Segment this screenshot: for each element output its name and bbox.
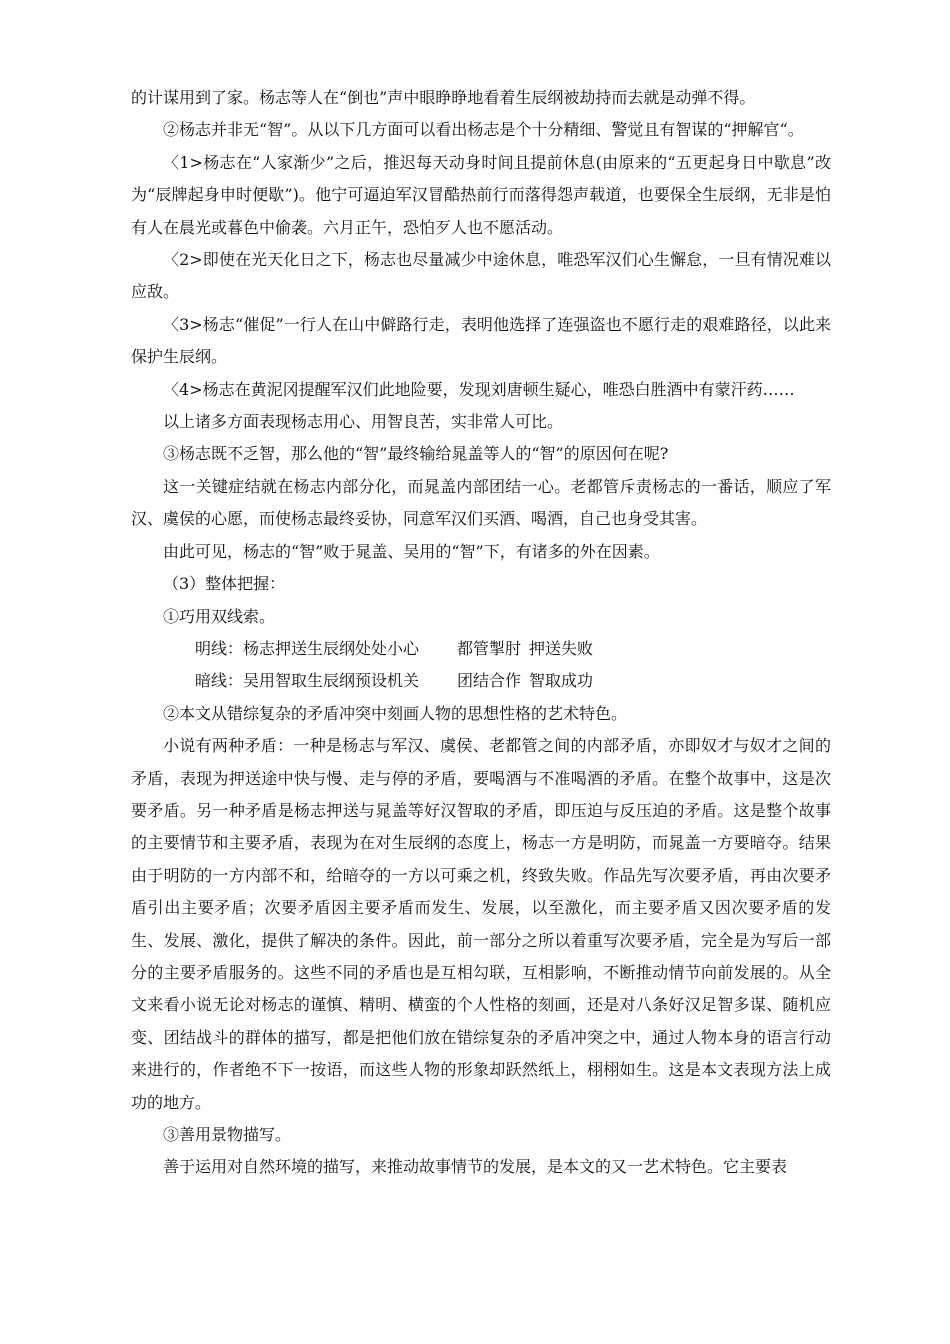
paragraph: ②杨志并非无“智”。从以下几方面可以看出杨志是个十分精细、警觉且有智谋的“押解官“。 (163, 120, 804, 140)
paragraph: ③杨志既不乏智，那么他的“智”最终输给晁盖等人的“智”的原因何在呢? (163, 444, 669, 464)
document-body (131, 82, 831, 1184)
subheading: ①巧用双线索。 (163, 606, 276, 626)
dark-line-row (131, 665, 831, 697)
paragraph: 〈4>杨志在黄泥冈提醒军汉们此地险要，发现刘唐顿生疑心，唯恐白胜酒中有蒙汗药…… (163, 379, 795, 399)
section-heading: （3）整体把握： (163, 574, 286, 594)
paragraph: 小说有两种矛盾：一种是杨志与军汉、虞侯、老都管之间的内部矛盾，亦即奴才与奴才之间的矛盾，表现为押送途中快与慢、走与停的矛盾，要喝酒与不准喝酒的矛盾。在整个故事中，这是次要矛盾。另一种矛盾是杨志押送与晁盖等好汉智取的矛盾，即压迫与反压迫的矛盾。这是整个故事的主要情节和主要矛盾，表现为在对生辰纲的态度上，杨志一方是明防，而晁盖一方要暗夺。结果由于明防的一方内部不和，给暗夺的一方以可乘之机，终致失败。作品先写次要矛盾，再由次要矛盾引出主要矛盾；次要矛盾因主要矛盾而发生、发展，以至激化，而主要矛盾又因次要矛盾的发生、发展、激化，提供了解决的条件。因此，前一部分之所以着重写次要矛盾，完全是为写后一部分的主要矛盾服务的。这些不同的矛盾也是互相勾联，互相影响，不断推动情节向前发展的。从全文来看小说无论对杨志的谨慎、精明、横蛮的个人性格的刻画，还是对八条好汉足智多谋、随机应变、团结战斗的群体的描写，都是把他们放在错综复杂的矛盾冲突之中，通过人物本身的语言行动来进行的，作者绝不下一按语，而这些人物的形象却跃然纸上，栩栩如生。这是本文表现方法上成功的地方。 (131, 736, 831, 1112)
paragraph: 的计谋用到了家。杨志等人在“倒也”声中眼睁睁地看着生辰纲被劫持而去就是动弹不得。 (131, 88, 756, 107)
paragraph: 这一关键症结就在杨志内部分化，而晁盖内部团结一心。老都管斥责杨志的一番话，顺应了军汉、虞侯的心愿，而使杨志最终妥协，同意军汉们买酒、喝酒，自己也身受其害。 (131, 476, 831, 529)
bright-line-label: 明线：杨志押送生辰纲处处小心 (195, 638, 420, 658)
subheading: ③善用景物描写。 (163, 1125, 292, 1144)
paragraph: 善于运用对自然环境的描写，来推动故事情节的发展，是本文的又一艺术特色。它主要表 (163, 1157, 788, 1177)
bright-line-row (131, 633, 831, 665)
bright-line-middle: 都管掣肘 (457, 638, 522, 658)
paragraph: 以上诸多方面表现杨志用心、用智良苦，实非常人可比。 (163, 412, 564, 432)
paragraph: 〈2>即使在光天化日之下，杨志也尽量减少中途休息，唯恐军汉们心生懈怠，一旦有情况难以应敌。 (131, 250, 831, 302)
paragraph: 〈3>杨志“催促”一行人在山中僻路行走，表明他选择了连强盗也不愿行走的艰难路径，以此来保护生辰纲。 (131, 314, 831, 367)
bright-line-result: 押送失败 (529, 638, 594, 658)
paragraph: 由此可见，杨志的“智”败于晁盖、吴用的“智”下，有诸多的外在因素。 (163, 541, 660, 561)
paragraph: 〈1>杨志在“人家渐少”之后，推迟每天动身时间且提前休息(由原来的“五更起身日中歇息”改为“辰牌起身申时便歇”)。他宁可逼迫军汉冒酷热前行而落得怨声载道，也要保全生辰纲，无非是怕有人在晨光或暮色中偷袭。六月正午，恐怕歹人也不愿活动。 (131, 152, 831, 237)
dark-line-result: 智取成功 (529, 671, 594, 691)
subheading: ②本文从错综复杂的矛盾冲突中刻画人物的思想性格的艺术特色。 (163, 703, 628, 723)
dark-line-middle: 团结合作 (457, 671, 522, 691)
dark-line-label: 暗线：吴用智取生辰纲预设机关 (195, 671, 420, 691)
